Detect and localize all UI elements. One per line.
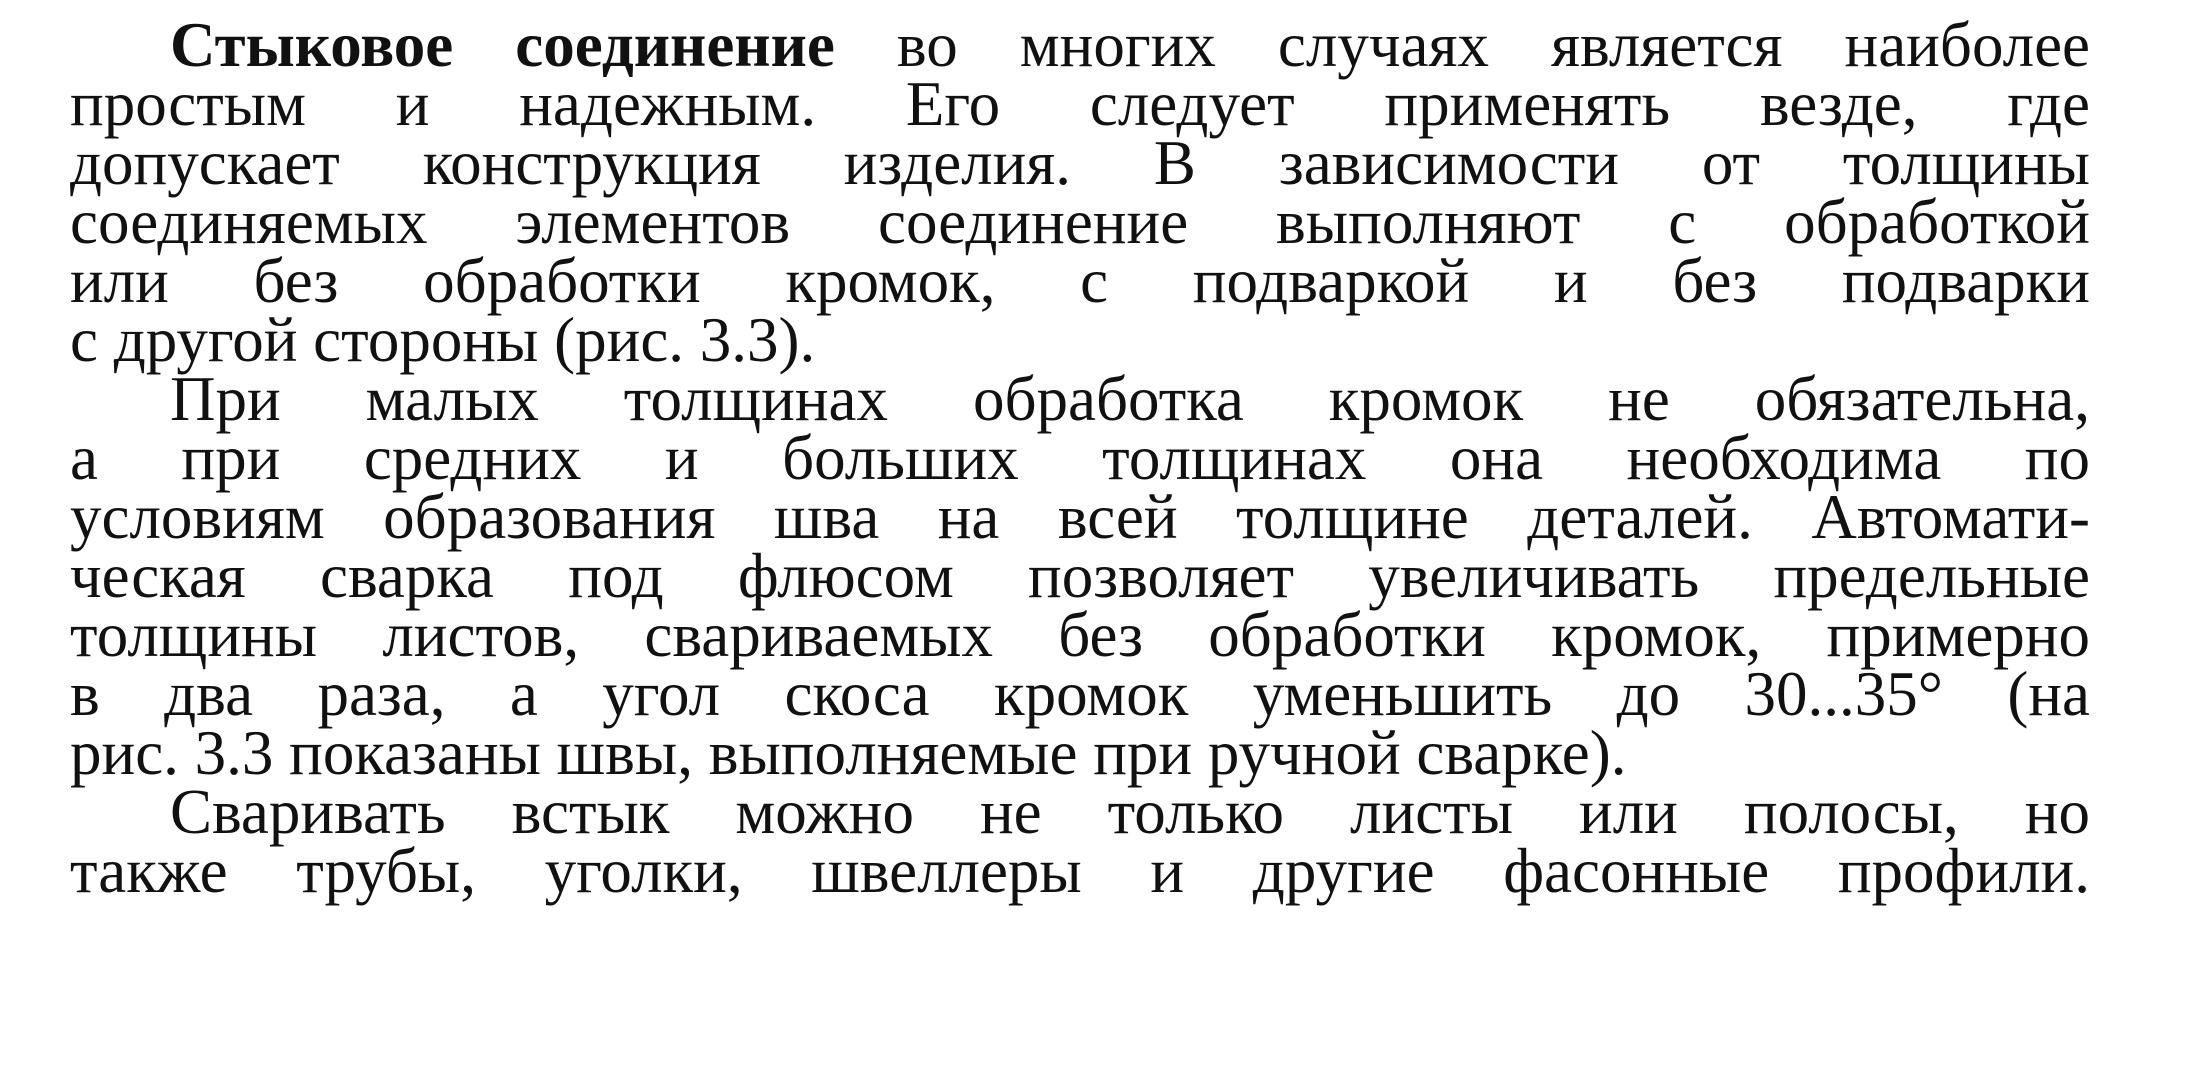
paragraph-2-line-5: толщины листов, свариваемых без обработки кромок, примерно — [70, 600, 2090, 670]
paragraph-2-line-7: рис. 3.3 показаны швы, выполняемые при ручной сварке). — [70, 718, 1627, 788]
paragraph-2-line-3: условиям образования шва на всей толщине деталей. Автомати- — [70, 482, 2090, 552]
bold-term: Стыковое соединение — [170, 10, 835, 80]
paragraph-2-line-6: в два раза, а угол скоса кромок уменьшить до 30...35° (на — [70, 659, 2090, 729]
paragraph-1-line-2: простым и надежным. Его следует применять везде, где — [70, 69, 2090, 139]
paragraph-2-line-4: ческая сварка под флюсом позволяет увеличивать предельные — [70, 541, 2090, 611]
paragraph-1-line-4: соединяемых элементов соединение выполняют с обработкой — [70, 187, 2090, 257]
paragraph-1-line-6: с другой стороны (рис. 3.3). — [70, 305, 816, 375]
paragraph-3-line-1: Сваривать встык можно не только листы или полосы, но — [170, 777, 2090, 847]
paragraph-2-line-2: а при средних и больших толщинах она необходима по — [70, 423, 2090, 493]
paragraph-3-line-2: также трубы, уголки, швеллеры и другие фасонные профили. — [70, 836, 2090, 906]
paragraph-1-line-3: допускает конструкция изделия. В зависимости от толщины — [70, 128, 2090, 198]
paragraph-1-line-5: или без обработки кромок, с подваркой и без подварки — [70, 246, 2090, 316]
text-span: во многих случаях является наиболее — [834, 10, 2090, 80]
paragraph-2-line-1: При малых толщинах обработка кромок не обязательна, — [170, 364, 2090, 434]
